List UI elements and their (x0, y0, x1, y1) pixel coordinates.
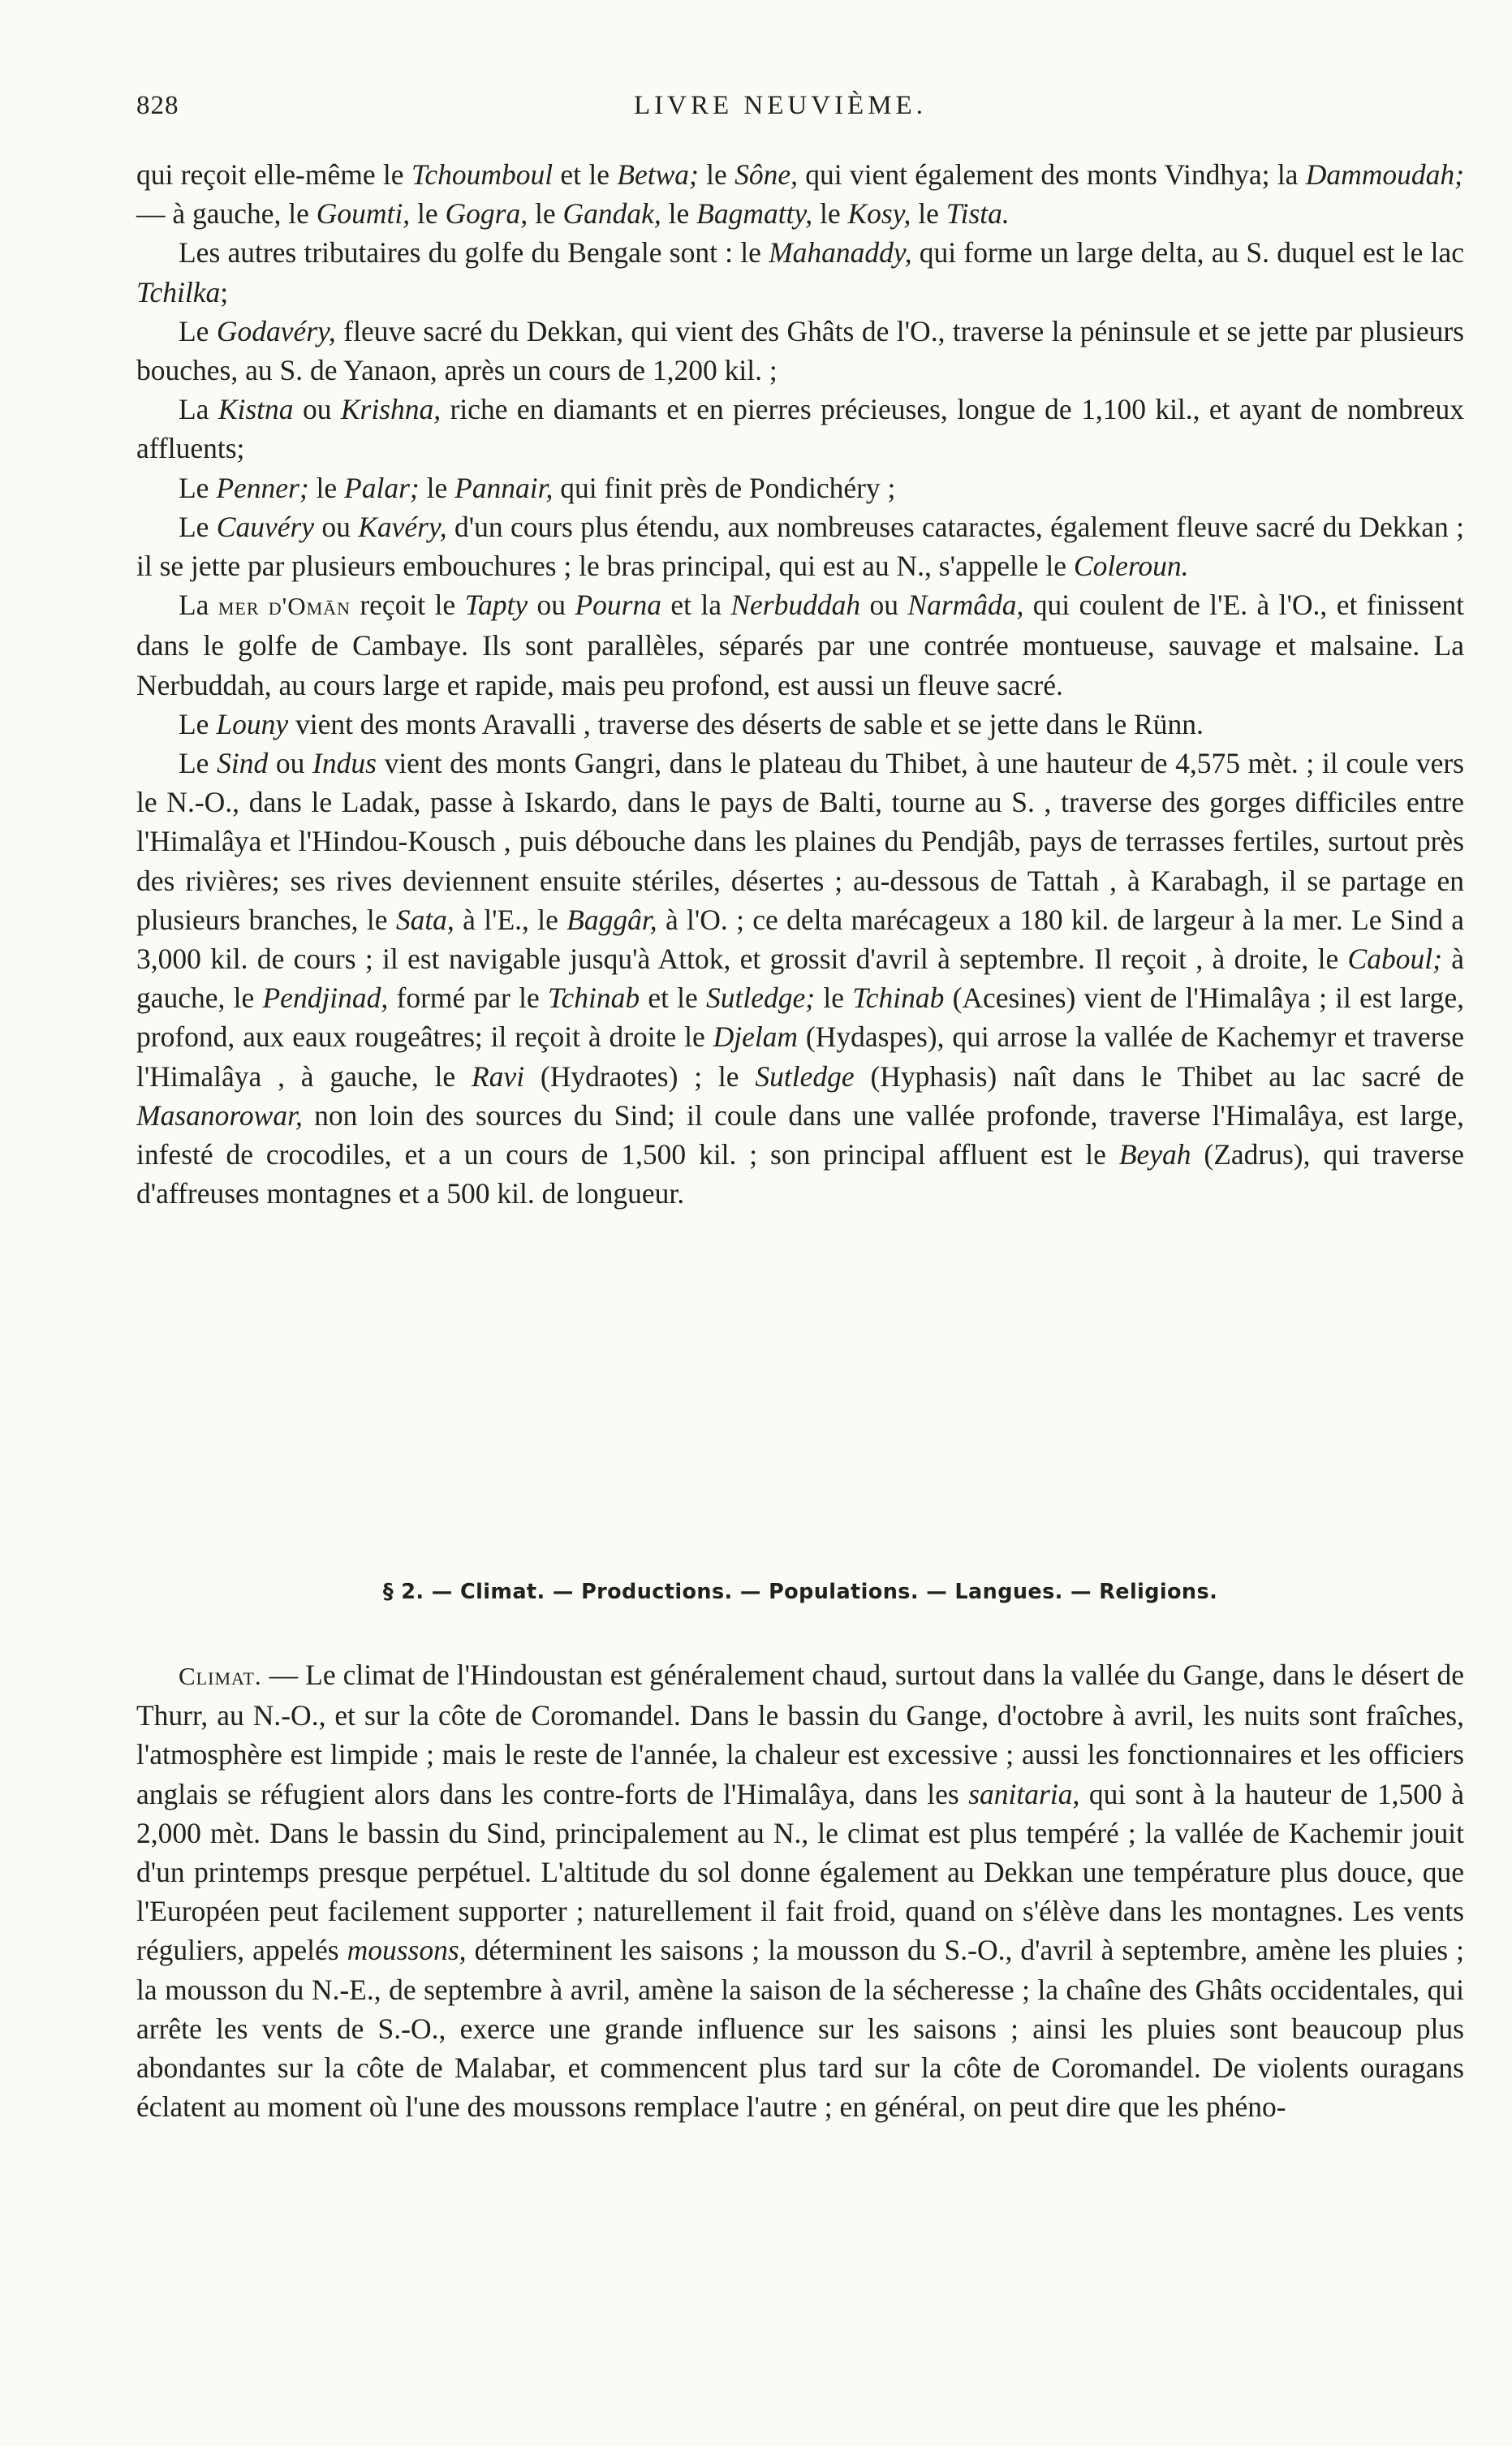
italic-term: Kavéry, (358, 510, 447, 543)
paragraph: Le Louny vient des monts Aravalli , traverse des déserts de sable et se jette dans le Rünn. (179, 707, 1204, 740)
italic-term: Tista. (946, 197, 1010, 231)
paragraph: Le Penner; le Palar; le Pannair, qui finit près de Pondichéry ; (179, 471, 896, 504)
italic-term: Bagmatty, (696, 197, 813, 231)
italic-term: Sône, (734, 158, 798, 191)
italic-term: Tchilka (136, 275, 221, 308)
italic-term: Beyah (1118, 1138, 1191, 1171)
italic-term: Tchoumboul (411, 158, 554, 191)
paragraph: La Kistna ou Krishna, riche en diamants et en pierres précieuses, longue de 1,100 kil., et ayant de nombreux affluents; (136, 393, 1464, 465)
italic-term: Tapty (464, 589, 528, 622)
paragraph: Climat. — Le climat de l'Hindoustan est généralement chaud, surtout dans la vallée du Gange, dans le désert de Thurr, au N.-O., et sur la côte de Coromandel. Dans le bassin du Gange, d'octobre à avril, les nuits sont fraîches, l'atmosphère est limpide ; mais le reste de l'année, la chaleur est excessive ; aussi les fonctionnaires et les officiers anglais se réfugient alors dans les contre-forts de l'Himalâya, dans les sanitaria, qui sont à la hauteur de 1,500 à 2,000 mèt. Dans le bassin du Sind, principalement au N., le climat est plus tempéré ; la vallée de Kachemir jouit d'un printemps presque perpétuel. L'altitude du sol donne également au Dekkan une température plus douce, que l'Européen peut facilement supporter ; naturellement il fait froid, quand on s'élève dans les montagnes. Les vents réguliers, appelés moussons, déterminent les saisons ; la mousson du S.-O., d'avril à septembre, amène les pluies ; la mousson du N.-E., de septembre à avril, amène la saison de la sécheresse ; la chaîne des Ghâts occidentales, qui arrête les vents de S.-O., exerce une grande influence sur les saisons ; ainsi les pluies sont beaucoup plus abondantes sur la côte de Malabar, et commencent plus tard sur la côte de Coromandel. De violents ouragans éclatent au moment où l'une des moussons remplace l'autre ; en général, on peut dire que les phéno- (136, 1659, 1464, 2124)
italic-term: Tchinab (547, 981, 640, 1015)
section-heading: § 2. — Climat. — Productions. — Populations. — Langues. — Religions. (382, 1580, 1218, 1604)
italic-term: Narmâda, (907, 589, 1024, 622)
italic-term: Gandak, (562, 197, 661, 231)
rivers-text-block (136, 155, 1464, 1213)
paragraph: La mer d'Omān reçoit le Tapty ou Pourna et la Nerbuddah ou Narmâda, qui coulent de l'E. à l'O., et finissent dans le golfe de Cambaye. Ils sont parallèles, séparés par une contrée montueuse, sauvage et malsaine. La Nerbuddah, au cours large et rapide, mais peu profond, est aussi un fleuve sacré. (136, 589, 1464, 701)
italic-term: Cauvéry (216, 510, 315, 543)
italic-term: Nerbuddah (730, 589, 861, 622)
italic-term: Betwa; (617, 158, 699, 191)
italic-term: Sutledge (755, 1059, 855, 1093)
paragraph: Le Godavéry, fleuve sacré du Dekkan, qui vient des Ghâts de l'O., traverse la péninsule et se jette par plusieurs bouches, au S. de Yanaon, après un cours de 1,200 kil. ; (136, 314, 1464, 387)
paragraph: Le Sind ou Indus vient des monts Gangri, dans le plateau du Thibet, à une hauteur de 4,575 mèt. ; il coule vers le N.-O., dans le Ladak, passe à Iskardo, dans le pays de Balti, tourne au S. , traverse des gorges difficiles entre l'Himalâya et l'Hindou-Kousch , puis débouche dans les plaines du Pendjâb, pays de terrasses fertiles, surtout près des rivières; ses rives deviennent ensuite stériles, désertes ; au-dessous de Tattah , à Karabagh, il se partage en plusieurs branches, le Sata, à l'E., le Baggâr, à l'O. ; ce delta marécageux a 180 kil. de largeur à la mer. Le Sind a 3,000 kil. de cours ; il est navigable jusqu'à Attok, et grossit d'avril à septembre. Il reçoit , à droite, le Caboul; à gauche, le Pendjinad, formé par le Tchinab et le Sutledge; le Tchinab (Acesines) vient de l'Himalâya ; il est large, profond, aux eaux rougeâtres; il reçoit à droite le Djelam (Hydaspes), qui arrose la vallée de Kachemyr et traverse l'Himalâya , à gauche, le Ravi (Hydraotes) ; le Sutledge (Hyphasis) naît dans le Thibet au lac sacré de Masanorowar, non loin des sources du Sind; il coule dans une vallée profonde, traverse l'Himalâya, est large, infesté de crocodiles, et a un cours de 1,500 kil. ; son principal affluent est le Beyah (Zadrus), qui traverse d'affreuses montagnes et a 500 kil. de longueur. (136, 747, 1465, 1210)
italic-term: sanitaria, (968, 1777, 1080, 1810)
italic-term: Sata, (395, 903, 454, 936)
italic-term: Krishna, (340, 393, 442, 426)
italic-term: Pourna (575, 589, 661, 622)
climate-text-block (136, 1655, 1464, 2126)
italic-term: Djelam (713, 1020, 799, 1054)
italic-term: Ravi (472, 1059, 525, 1093)
italic-term: Mahanaddy, (769, 236, 912, 270)
italic-term: moussons, (347, 1934, 467, 1967)
italic-term: Sutledge; (706, 981, 816, 1015)
italic-term: Palar; (344, 471, 420, 504)
paragraph: Les autres tributaires du golfe du Bengale sont : le Mahanaddy, qui forme un large delta, au S. duquel est le lac Tchilka; (136, 236, 1464, 308)
italic-term: Caboul; (1347, 943, 1442, 976)
italic-term: Godavéry, (216, 314, 336, 347)
italic-term: Pannair, (454, 471, 554, 504)
italic-term: Coleroun. (1073, 550, 1189, 583)
page-number: 828 (136, 91, 179, 120)
italic-term: Louny (216, 707, 289, 740)
small-caps-term: Climat. (179, 1662, 262, 1690)
italic-term: Pendjinad, (262, 981, 389, 1015)
small-caps-term: mer d'Omān (218, 592, 351, 621)
italic-term: Dammoudah; (1305, 158, 1464, 191)
italic-term: Baggâr, (566, 903, 657, 936)
italic-term: Kistna (218, 393, 294, 426)
paragraph: Le Cauvéry ou Kavéry, d'un cours plus étendu, aux nombreuses cataractes, également fleuve sacré du Dekkan ; il se jette par plusieurs embouchures ; le bras principal, qui est au N., s'appelle le Coleroun. (136, 510, 1464, 583)
italic-term: Gogra, (445, 197, 528, 231)
italic-term: Penner; (216, 471, 309, 504)
italic-term: Tchinab (852, 981, 945, 1015)
italic-term: Indus (312, 747, 377, 780)
italic-term: Kosy, (847, 197, 911, 231)
running-title: LIVRE NEUVIÈME. (634, 91, 927, 120)
italic-term: Sind (217, 747, 269, 780)
paragraph: qui reçoit elle-même le Tchoumboul et le Betwa; le Sône, qui vient également des monts Vindhya; la Dammoudah; — à gauche, le Goumti, le Gogra, le Gandak, le Bagmatty, le Kosy, le Tista. (136, 158, 1464, 231)
italic-term: Masanorowar, (136, 1098, 303, 1132)
running-head (0, 91, 1512, 132)
italic-term: Goumti, (316, 197, 411, 231)
